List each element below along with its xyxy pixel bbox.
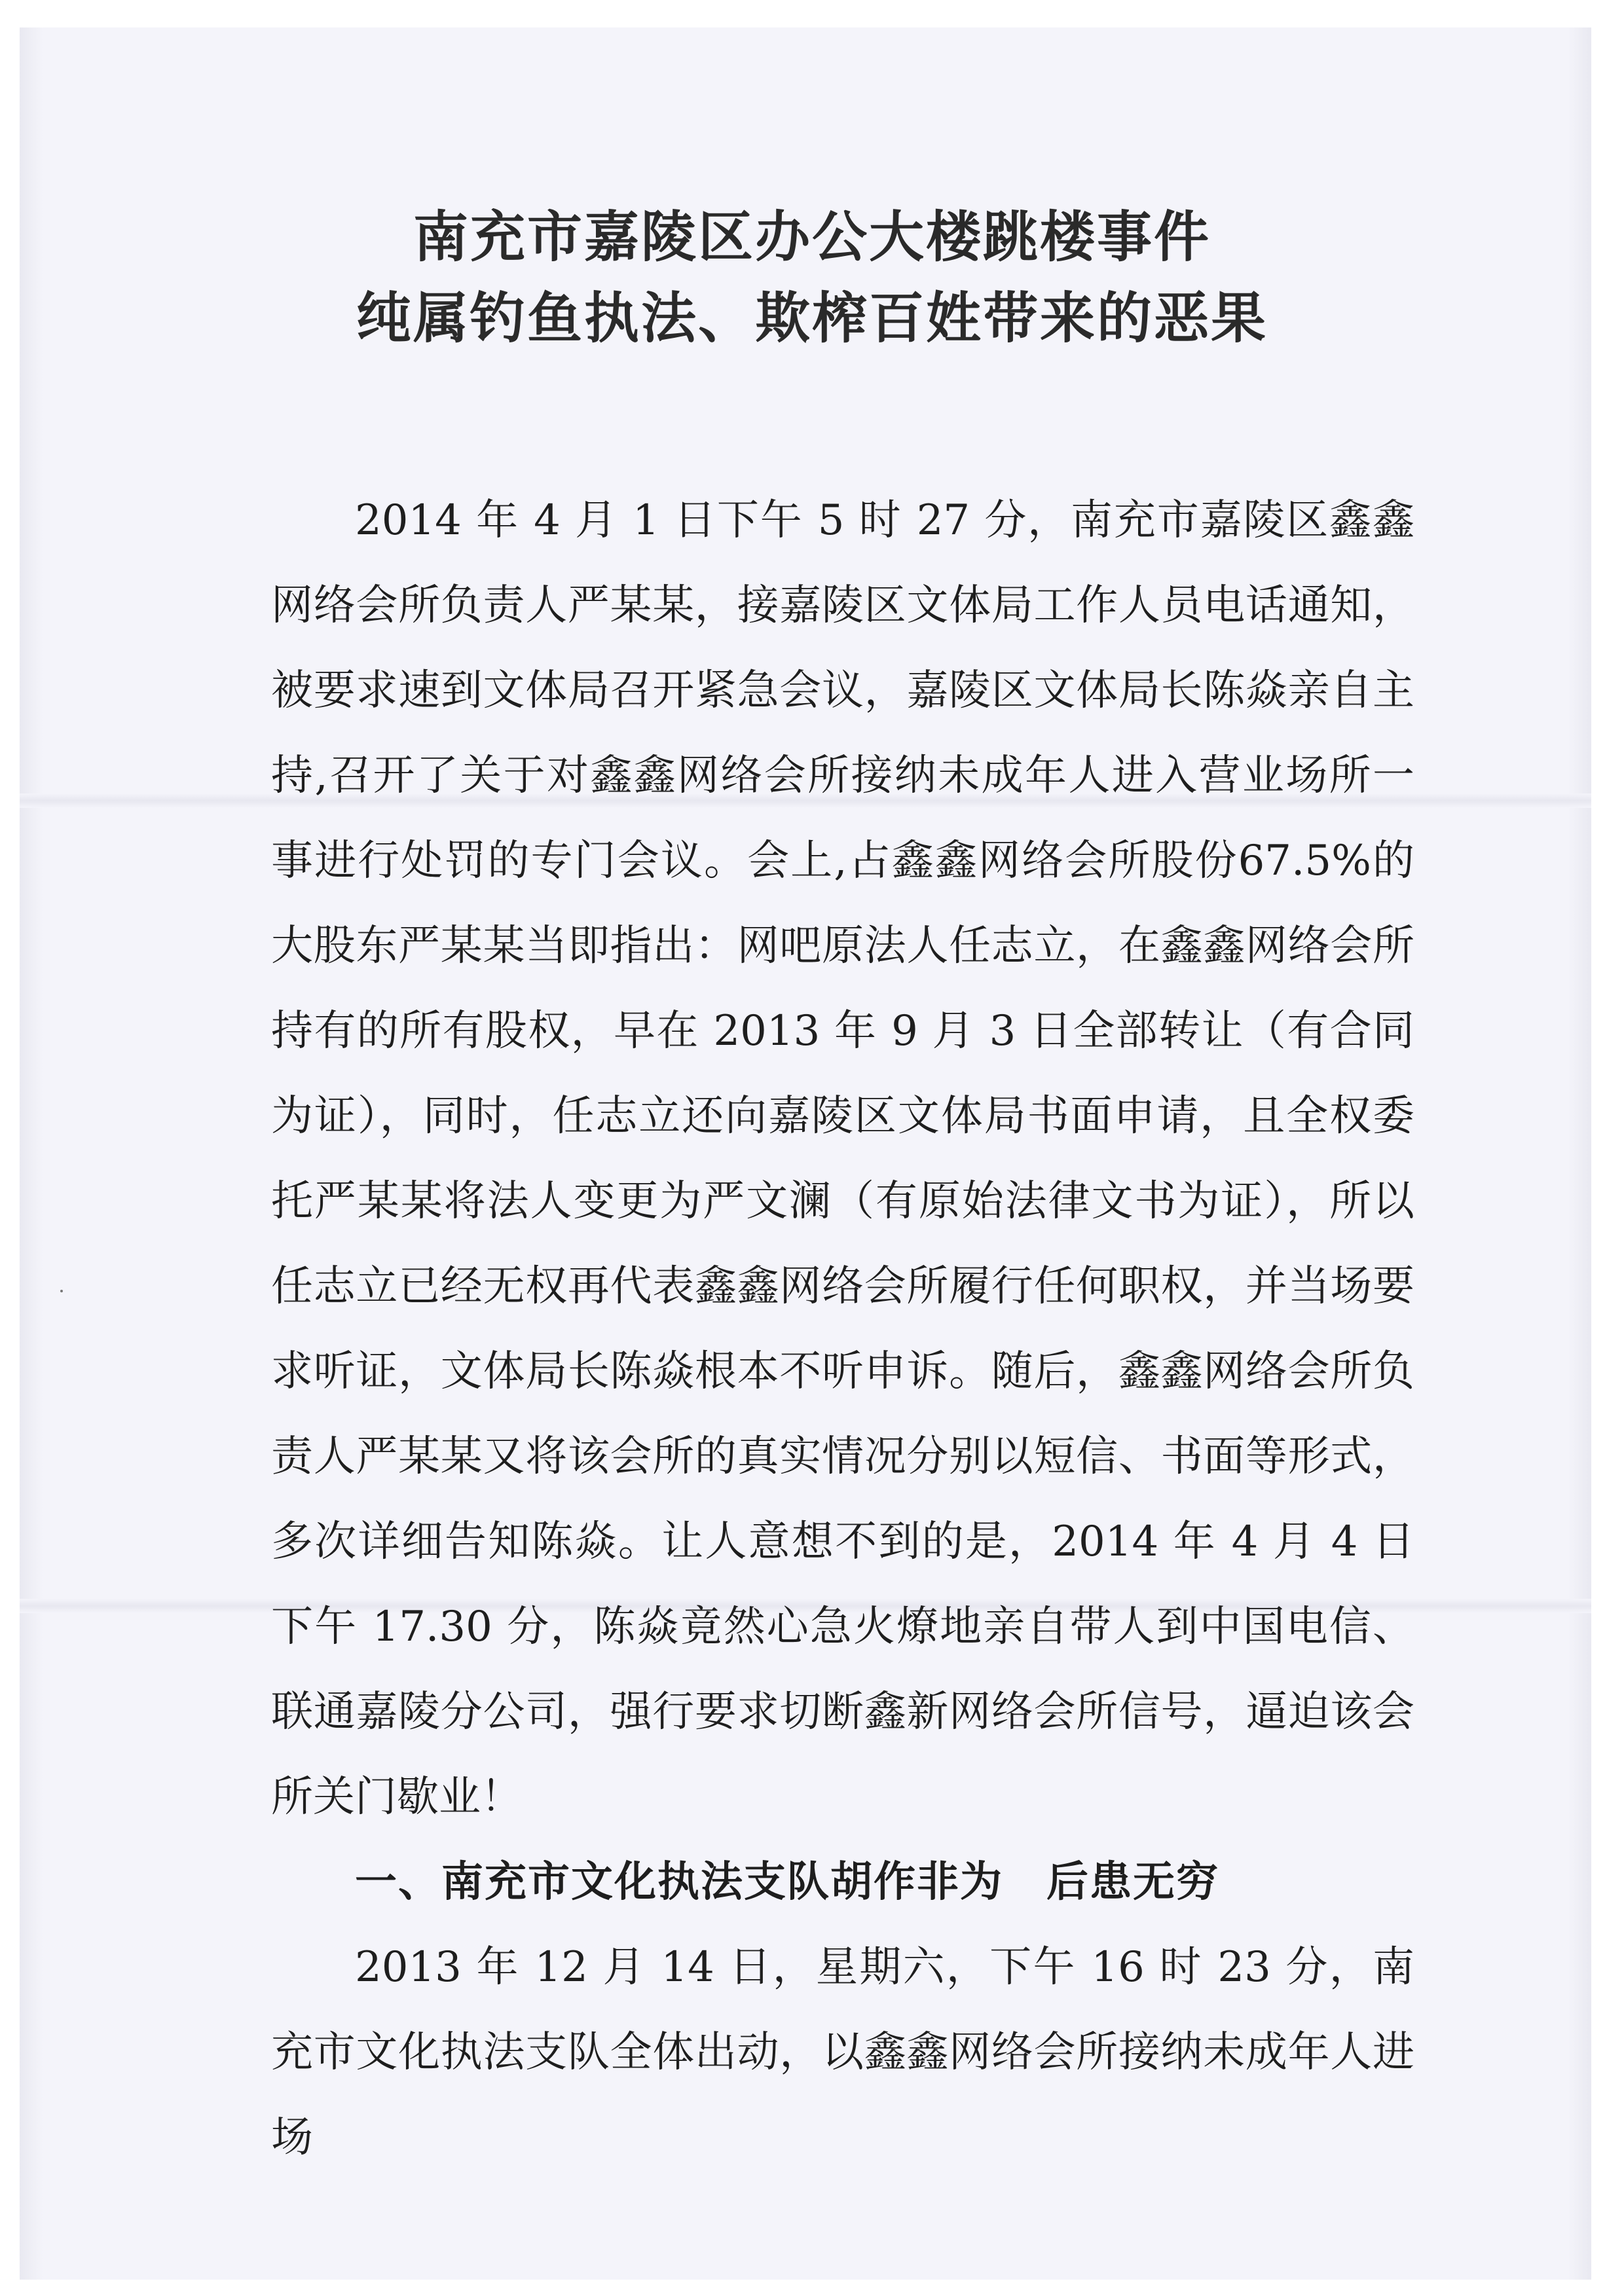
scan-speck [60,1290,63,1292]
section-heading: 一、南充市文化执法支队胡作非为 后患无穷 [355,1858,1219,1906]
right-margin-shadow [1568,27,1591,2280]
title-line-2: 纯属钓鱼执法、欺榨百姓带来的恶果 [356,286,1268,350]
left-margin-shadow [20,27,43,2280]
document-body [271,478,1414,2180]
document-title [0,196,1624,359]
body-paragraph: 2014 年 4 月 1 日下午 5 时 27 分，南充市嘉陵区鑫鑫网络会所负责人严某某，接嘉陵区文体局工作人员电话通知，被要求速到文体局召开紧急会议，嘉陵区文体局长陈焱亲自主持,召开了关于对鑫鑫网络会所接纳未成年人进入营业场所一事进行处罚的专门会议。会上,占鑫鑫网络会所股份67.5%的大股东严某某当即指出：网吧原法人任志立，在鑫鑫网络会所持有的所有股权，早在 2013 年 9 月 3 日全部转让（有合同为证），同时，任志立还向嘉陵区文体局书面申请，且全权委托严某某将法人变更为严文澜（有原始法律文书为证），所以任志立已经无权再代表鑫鑫网络会所履行任何职权，并当场要求听证，文体局长陈焱根本不听申诉。随后，鑫鑫网络会所负责人严某某又将该会所的真实情况分别以短信、书面等形式，多次详细告知陈焱。让人意想不到的是，2014 年 4 月 4 日下午 17.30 分，陈焱竟然心急火燎地亲自带人到中国电信、联通嘉陵分公司，强行要求切断鑫新网络会所信号，逼迫该会所关门歇业！ [271,496,1414,1821]
section-paragraph: 2013 年 12 月 14 日，星期六，下午 16 时 23 分，南充市文化执法支队全体出动，以鑫鑫网络会所接纳未成年人进场 [271,1943,1414,2162]
title-line-1: 南充市嘉陵区办公大楼跳楼事件 [413,205,1211,269]
